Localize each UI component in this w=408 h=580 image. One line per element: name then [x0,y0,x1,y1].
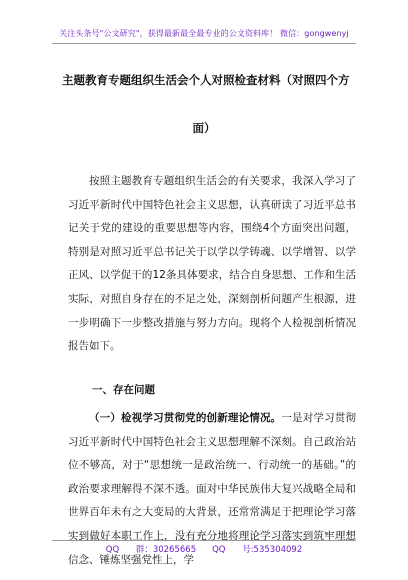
footer-qq-group: QQ 群：30265665 [105,545,197,555]
intro-text: 按照主题教育专题组织生活会的有关要求，我深入学习了习近平新时代中国特色社会主义思想，认真研读了习近平总书记关于党的建设的重要思想等内容，围绕4个方面突出问题，特别是对照习近平总书记关于以学以学铸魂、以学增智、以学正风、以学促干的12条具体要求，结合自身思想、工作和生活实际，对照自身存在的不足之处，深刻剖析问题产生根源，进一步明确下一步整改措施与努力方向。现将个人检视剖析情况报告如下。 [68,175,356,353]
subsection-lead: （一）检视学习贯彻党的创新理论情况。 [89,412,282,424]
document-title-line2: 面） [192,121,216,135]
footer [0,543,408,555]
footer-qq-number: QQ 号:535304092 [212,545,303,555]
subsection-body: 一是对学习贯彻习近平新时代中国特色社会主义思想理解不深刻。自己政治站位不够高，对于“思想统一是政治统一、行动统一的基础。”的政治要求理解得不深不透。面对中华民族伟大复兴战略全局和世界百年未有之大变局的大背景，还常常满足于把理论学习落实到做好本职工作上，没有充分地将理论学习落实到筑牢理想信念、锤炼坚强党性上，学 [68,412,356,566]
intro-paragraph [68,170,356,359]
header-note: 关注头条号"公文研究"，获得最新最全最专业的公文资料库！ 微信：gongwenyj [59,29,349,38]
document-title-line1: 主题教育专题组织生活会个人对照检查材料（对照四个方 [62,73,350,87]
header-divider [52,43,356,44]
section-heading: 一、存在问题 [92,384,155,396]
footer-divider [52,540,356,541]
